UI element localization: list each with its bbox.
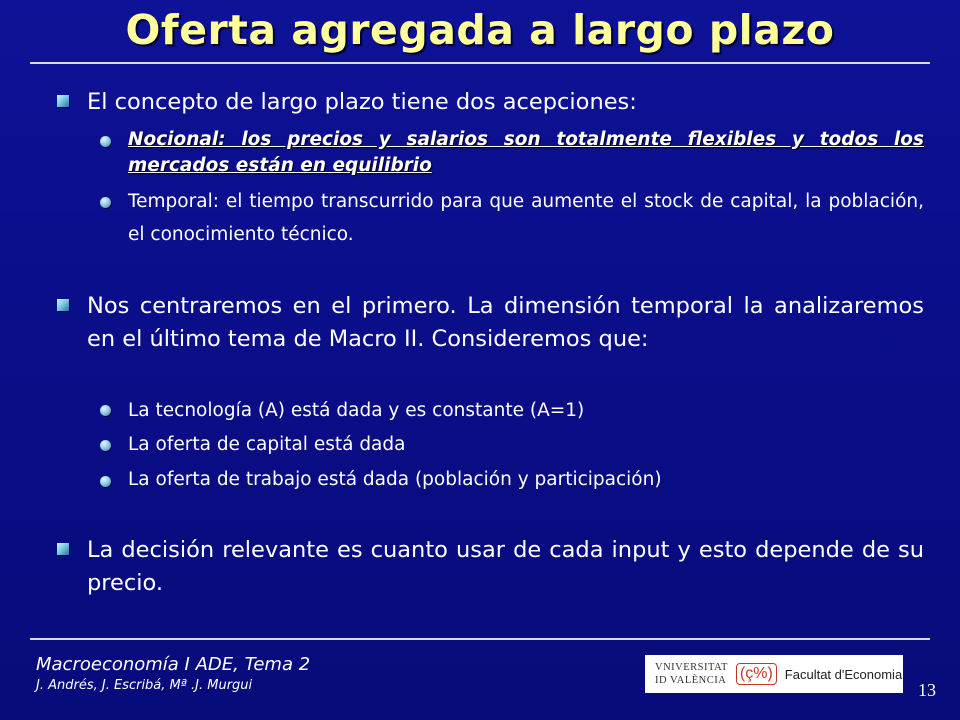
- square-bullet-icon: [57, 543, 69, 555]
- logo-emblem-icon: (ç%): [736, 663, 777, 685]
- square-bullet-icon: [57, 95, 69, 107]
- sub-bullet-labor-supply: La oferta de trabajo está dada (población y participación): [128, 469, 662, 490]
- sub-bullet-capital-supply: La oferta de capital está dada: [128, 434, 406, 455]
- round-bullet-icon: [100, 197, 111, 208]
- round-bullet-icon: [100, 440, 111, 451]
- footer-course: Macroeconomía I ADE, Tema 2: [36, 654, 311, 675]
- footer-authors: J. Andrés, J. Escribá, Mª .J. Murgui: [36, 678, 253, 693]
- bullet-relevant-decision: La decisión relevante es cuanto usar de cada input y esto depende de su precio.: [87, 537, 924, 596]
- slide-number: 13: [918, 680, 936, 700]
- sub-bullet-temporal: Temporal: el tiempo transcurrido para que aumente el stock de capital, la población, el conocimiento técnico.: [128, 191, 924, 245]
- sub-bullet-nocional: Nocional: los precios y salarios son totalmente flexibles y todos los mercados están en equilibrio: [128, 129, 924, 176]
- slide-title: Oferta agregada a largo plazo: [125, 6, 835, 54]
- round-bullet-icon: [100, 136, 111, 147]
- bullet-concept-long-run: El concepto de largo plazo tiene dos acepciones:: [87, 89, 637, 115]
- top-divider: [30, 62, 930, 64]
- bullet-focus-first: Nos centraremos en el primero. La dimensión temporal la analizaremos en el último tema de Macro II. Consideremos que:: [87, 293, 924, 352]
- bottom-divider: [30, 638, 930, 640]
- university-logo: [645, 655, 903, 693]
- logo-faculty-name: Facultat d'Economia: [784, 666, 903, 682]
- square-bullet-icon: [57, 299, 69, 311]
- round-bullet-icon: [100, 405, 111, 416]
- round-bullet-icon: [100, 476, 111, 487]
- sub-bullet-technology: La tecnología (A) está dada y es constante (A=1): [128, 400, 585, 421]
- logo-university-name: VNIVERSITAT ID VALÈNCIA: [655, 662, 728, 686]
